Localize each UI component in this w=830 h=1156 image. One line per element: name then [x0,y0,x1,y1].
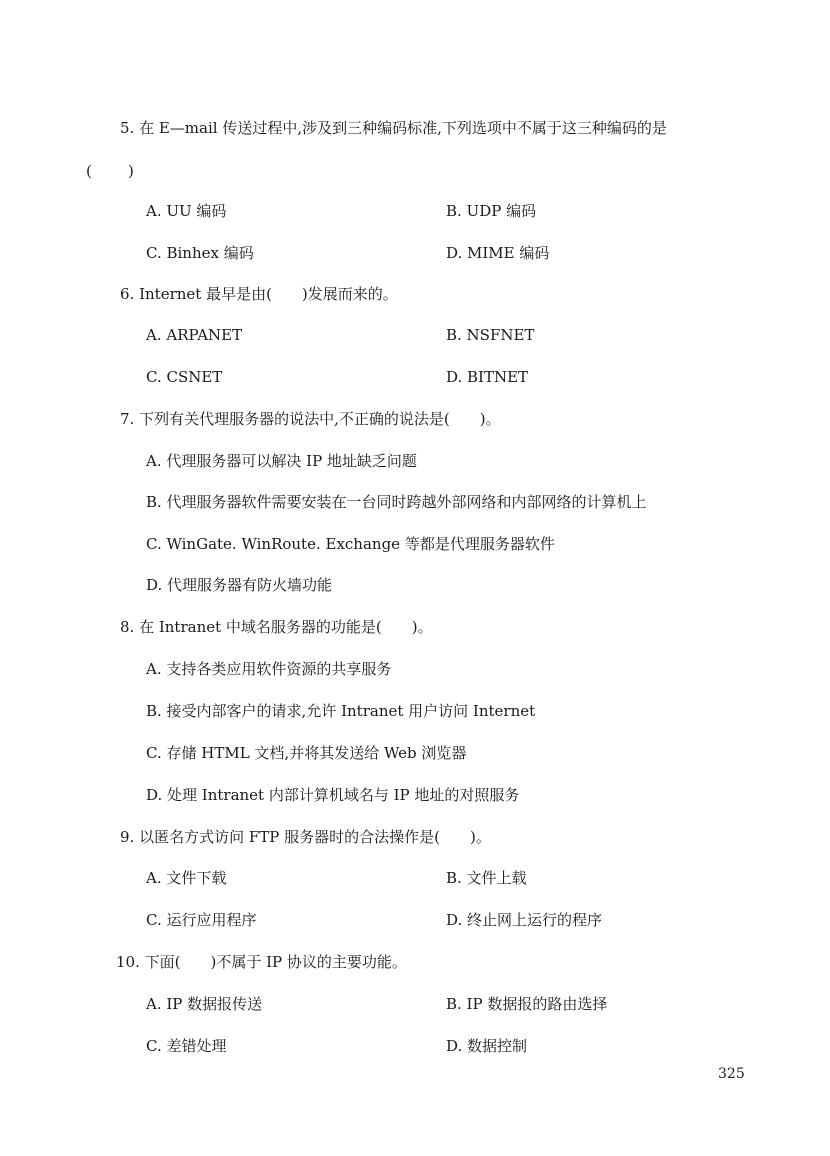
question-5-option-b: B. UDP 编码 [446,202,537,220]
question-7-option-a: A. 代理服务器可以解决 IP 地址缺乏问题 [146,452,417,470]
question-10-option-c: C. 差错处理 [146,1037,227,1055]
question-7-option-b: B. 代理服务器软件需要安装在一台同时跨越外部网络和内部网络的计算机上 [146,493,647,511]
question-5-paren-left: ( [86,162,92,180]
question-9-stem: 9. 以匿名方式访问 FTP 服务器时的合法操作是( )。 [120,828,491,846]
question-7-option-c: C. WinGate. WinRoute. Exchange 等都是代理服务器软件 [146,535,555,553]
question-6-option-d: D. BITNET [446,368,529,386]
question-10-option-d: D. 数据控制 [446,1037,528,1055]
question-8-option-c: C. 存储 HTML 文档,并将其发送给 Web 浏览器 [146,744,467,762]
question-5-option-d: D. MIME 编码 [446,244,550,262]
question-10-stem: 10. 下面( )不属于 IP 协议的主要功能。 [116,953,407,971]
question-8-stem: 8. 在 Intranet 中域名服务器的功能是( )。 [120,618,433,636]
question-7-option-d: D. 代理服务器有防火墙功能 [146,576,333,594]
question-8-option-d: D. 处理 Intranet 内部计算机域名与 IP 地址的对照服务 [146,786,520,804]
question-8-option-b: B. 接受内部客户的请求,允许 Intranet 用户访问 Internet [146,702,536,720]
page-number: 325 [718,1066,745,1082]
question-5-paren-right: ) [128,162,134,180]
question-9-option-d: D. 终止网上运行的程序 [446,911,603,929]
question-10-option-b: B. IP 数据报的路由选择 [446,995,608,1013]
question-5-stem: 5. 在 E—mail 传送过程中,涉及到三种编码标准,下列选项中不属于这三种编码的是 [120,119,667,137]
question-6-option-a: A. ARPANET [146,326,243,344]
question-9-option-c: C. 运行应用程序 [146,911,257,929]
question-6-option-c: C. CSNET [146,368,223,386]
question-6-option-b: B. NSFNET [446,326,535,344]
question-9-option-a: A. 文件下载 [146,869,227,887]
question-10-option-a: A. IP 数据报传送 [146,995,263,1013]
question-5-option-a: A. UU 编码 [146,202,227,220]
question-8-option-a: A. 支持各类应用软件资源的共享服务 [146,660,392,678]
question-9-option-b: B. 文件上载 [446,869,527,887]
question-6-stem: 6. Internet 最早是由( )发展而来的。 [120,285,398,303]
question-7-stem: 7. 下列有关代理服务器的说法中,不正确的说法是( )。 [120,410,501,428]
question-5-option-c: C. Binhex 编码 [146,244,254,262]
